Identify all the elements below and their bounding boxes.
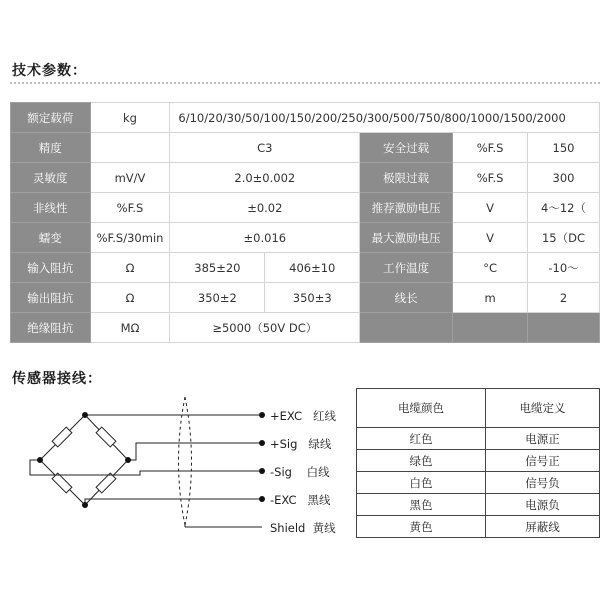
- spec-row-insulation: [11, 313, 600, 343]
- spec-label: 线长: [360, 283, 453, 313]
- table-row: [357, 516, 600, 538]
- cable-color: 白色: [357, 472, 486, 494]
- spec-value: 406±10: [265, 253, 360, 283]
- spec-label: 绝缘阻抗: [11, 313, 91, 343]
- cable-definition: 信号正: [486, 450, 600, 472]
- spec-unit: Ω: [90, 253, 170, 283]
- bridge-diamond: [40, 415, 128, 505]
- wire-sig-plus: [128, 443, 262, 460]
- spec-value: 350±3: [265, 283, 360, 313]
- spec-unit: m: [453, 283, 528, 313]
- wire-label-sig-plus: +Sig 绿线: [270, 437, 332, 451]
- cable-table-header: [357, 389, 600, 428]
- spec-label: 最大激励电压: [360, 223, 453, 253]
- spec-label: 额定载荷: [11, 103, 91, 133]
- spec-value: 15（DC: [528, 223, 600, 253]
- spec-empty-cell: [360, 313, 453, 343]
- spec-row-input-impedance: [11, 253, 600, 283]
- spec-label: 推荐激励电压: [360, 193, 453, 223]
- terminal-dot: [259, 496, 265, 502]
- table-row: [357, 472, 600, 494]
- cable-definition: 信号负: [486, 472, 600, 494]
- cable-color: 黑色: [357, 494, 486, 516]
- wire-exc-minus: [85, 499, 262, 505]
- spec-unit: °C: [453, 253, 528, 283]
- spec-label: 输入阻抗: [11, 253, 91, 283]
- spec-row-creep: [11, 223, 600, 253]
- wire-sig-minus: [30, 460, 262, 475]
- spec-row-nonlinearity: [11, 193, 600, 223]
- cable-table: [356, 388, 600, 538]
- node-dot: [37, 457, 43, 463]
- tech-params-title: 技术参数：: [12, 63, 87, 79]
- spec-empty-cell: [453, 313, 528, 343]
- spec-unit: V: [453, 223, 528, 253]
- wiring-title: 传感器接线：: [12, 371, 102, 387]
- spec-unit: Ω: [90, 283, 170, 313]
- table-row: [357, 450, 600, 472]
- resistor-icon: [52, 473, 72, 493]
- cable-definition: 电源负: [486, 494, 600, 516]
- spec-label: 极限过载: [360, 163, 453, 193]
- cable-definition: 电源正: [486, 428, 600, 450]
- spec-value: 6/10/20/30/50/100/150/200/250/300/500/750/800/1000/1500/2000: [170, 103, 600, 133]
- spec-label: 输出阻抗: [11, 283, 91, 313]
- spec-label: 工作温度: [360, 253, 453, 283]
- cable-color: 黄色: [357, 516, 486, 538]
- spec-row-sensitivity: [11, 163, 600, 193]
- spec-unit: %F.S: [453, 163, 528, 193]
- title-divider: [10, 82, 600, 84]
- node-dot: [82, 502, 88, 508]
- spec-row-rated-load: [11, 103, 600, 133]
- spec-empty-cell: [528, 313, 600, 343]
- spec-label: 蠕变: [11, 223, 91, 253]
- spec-value: ≥5000（50V DC）: [170, 313, 360, 343]
- spec-unit: %F.S: [453, 133, 528, 163]
- spec-unit: %F.S/30min: [90, 223, 170, 253]
- terminal-dot: [259, 468, 265, 474]
- table-row: [357, 428, 600, 450]
- spec-value: 4～12（: [528, 193, 600, 223]
- spec-value: 2.0±0.002: [170, 163, 360, 193]
- header-cable-definition: 电缆定义: [486, 389, 600, 428]
- cable-color: 红色: [357, 428, 486, 450]
- spec-value: 385±20: [170, 253, 265, 283]
- terminal-dot: [259, 412, 265, 418]
- spec-value: 350±2: [170, 283, 265, 313]
- terminal-dot: [259, 440, 265, 446]
- shield-line: [179, 397, 186, 525]
- spec-unit: kg: [90, 103, 170, 133]
- node-dot: [82, 412, 88, 418]
- spec-label: 非线性: [11, 193, 91, 223]
- spec-value: ±0.016: [170, 223, 360, 253]
- cable-definition: 屏蔽线: [486, 516, 600, 538]
- spec-unit: mV/V: [90, 163, 170, 193]
- cable-color: 绿色: [357, 450, 486, 472]
- wire-label-exc-plus: +EXC 红线: [270, 409, 336, 423]
- spec-row-output-impedance: [11, 283, 600, 313]
- resistor-icon: [96, 473, 116, 493]
- spec-unit: %F.S: [90, 193, 170, 223]
- spec-unit: V: [453, 193, 528, 223]
- wire-label-sig-minus: -Sig 白线: [270, 465, 330, 479]
- resistor-icon: [52, 427, 72, 447]
- resistor-icon: [96, 427, 116, 447]
- spec-table: [10, 102, 600, 343]
- spec-label: 安全过载: [360, 133, 453, 163]
- spec-value: C3: [170, 133, 360, 163]
- header-cable-color: 电缆颜色: [357, 389, 486, 428]
- spec-row-accuracy: [11, 133, 600, 163]
- spec-label: 精度: [11, 133, 91, 163]
- spec-value: -10～: [528, 253, 600, 283]
- spec-unit: [90, 133, 170, 163]
- wire-label-shield: Shield 黄线: [270, 521, 336, 535]
- spec-value: 150: [528, 133, 600, 163]
- node-dot: [125, 457, 131, 463]
- spec-value: ±0.02: [170, 193, 360, 223]
- shield-line: [185, 397, 192, 525]
- spec-value: 300: [528, 163, 600, 193]
- spec-value: 2: [528, 283, 600, 313]
- table-row: [357, 494, 600, 516]
- spec-label: 灵敏度: [11, 163, 91, 193]
- wire-label-exc-minus: -EXC 黑线: [270, 493, 331, 507]
- spec-unit: MΩ: [90, 313, 170, 343]
